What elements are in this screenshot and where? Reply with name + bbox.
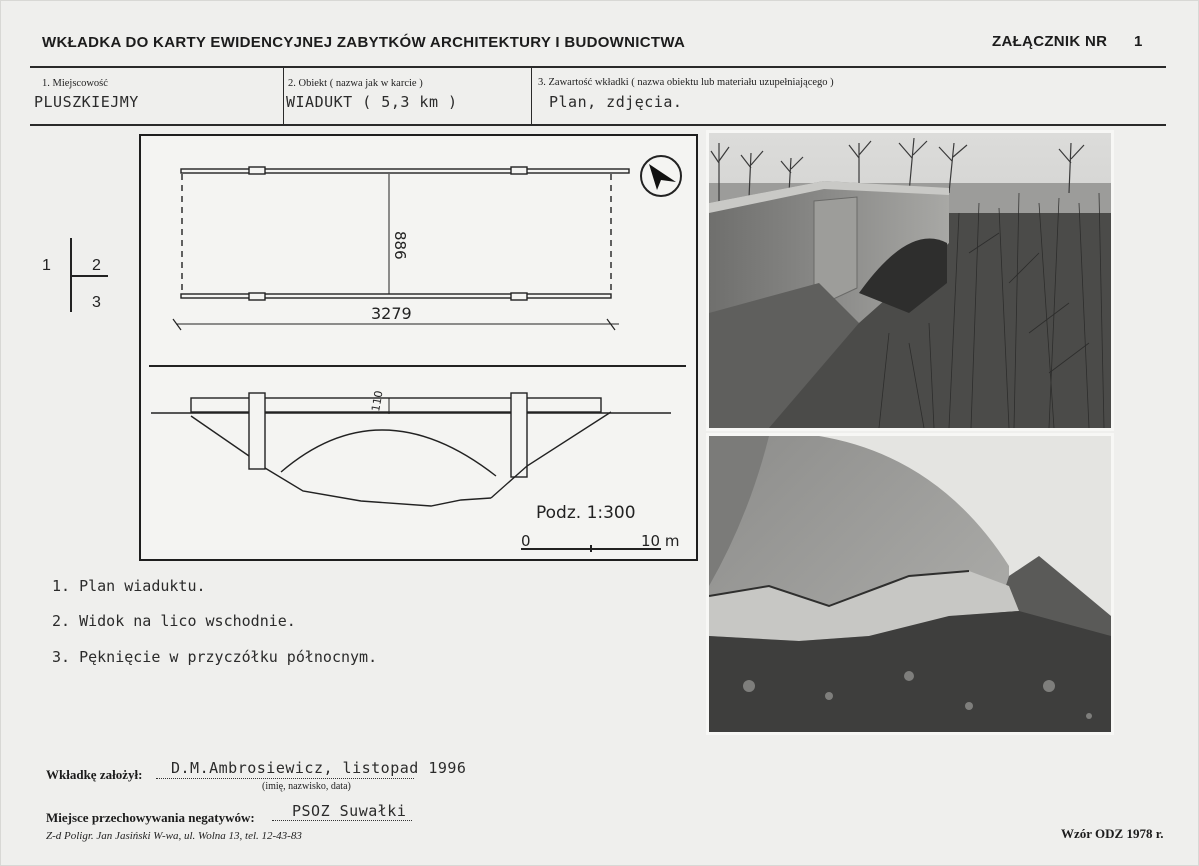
scale-end: 10 m [641, 532, 680, 550]
created-by-label: Wkładkę założył: [46, 767, 143, 782]
field-divider-1 [283, 68, 284, 124]
page-title: WKŁADKA DO KARTY EWIDENCYJNEJ ZABYTKÓW ARCHITEKTURY I BUDOWNICTWA [42, 34, 686, 51]
layout-key-horizontal [72, 275, 108, 277]
created-by-hint: (imię, nazwisko, data) [262, 781, 351, 792]
layout-key-1: 1 [42, 257, 51, 274]
created-by-value: D.M.Ambrosiewicz, listopad 1996 [171, 759, 467, 777]
layout-key-3: 3 [92, 294, 101, 311]
photo-layout-key [40, 236, 120, 316]
contents-label: 3. Zawartość wkładki ( nazwa obiektu lub materiału uzupełniającego ) [538, 77, 834, 88]
plan-depth-dimension: 886 [391, 231, 409, 260]
scale-start: 0 [521, 532, 531, 550]
field-divider-2 [531, 68, 532, 124]
photo-east-facade-image [709, 133, 1111, 428]
scale-label: Podz. 1:300 [536, 503, 636, 523]
photo-abutment-crack-image [709, 436, 1111, 732]
layout-key-2: 2 [92, 257, 101, 274]
form-designation: Wzór ODZ 1978 r. [1061, 826, 1164, 841]
north-arrow-icon [641, 156, 681, 196]
header-rule-top [30, 66, 1166, 68]
negatives-location-value: PSOZ Suwałki [292, 802, 407, 820]
caption-1: 1. Plan wiaduktu. [52, 577, 206, 595]
caption-3: 3. Pęknięcie w przyczółku północnym. [52, 648, 378, 666]
bridge-plan-and-elevation [141, 136, 696, 559]
bridge-drawing [139, 134, 698, 561]
locality-label: 1. Miejscowość [42, 78, 108, 89]
locality-value: PLUSZKIEJMY [34, 93, 139, 111]
printer-imprint: Z-d Poligr. Jan Jasiński W-wa, ul. Wolna 13, tel. 12-43-83 [46, 830, 302, 842]
negatives-location-label: Miejsce przechowywania negatywów: [46, 810, 255, 825]
header-rule-bottom [30, 124, 1166, 126]
scale-bar [521, 545, 661, 552]
photo-east-facade [706, 130, 1114, 431]
annex-number: 1 [1134, 33, 1143, 50]
plan-width-dimension: 3279 [371, 304, 412, 323]
object-value: WIADUKT ( 5,3 km ) [286, 93, 458, 111]
contents-value: Plan, zdjęcia. [549, 93, 683, 111]
object-label: 2. Obiekt ( nazwa jak w karcie ) [288, 78, 423, 89]
caption-2: 2. Widok na lico wschodnie. [52, 612, 296, 630]
annex-label: ZAŁĄCZNIK NR [992, 33, 1108, 50]
photo-abutment-crack [706, 433, 1114, 735]
elevation-height-dimension: 110 [369, 389, 386, 413]
